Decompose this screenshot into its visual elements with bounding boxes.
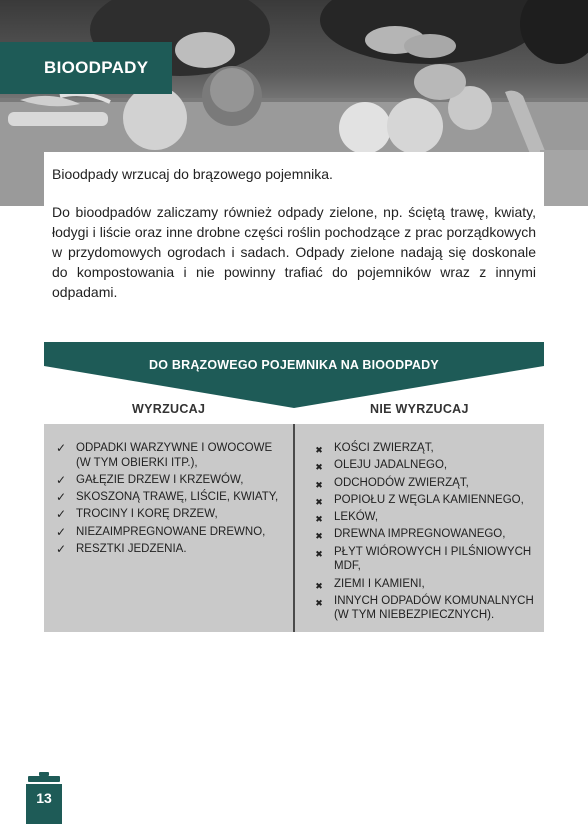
- check-icon: ✓: [55, 441, 67, 455]
- cross-icon: ✖: [315, 462, 323, 473]
- cross-icon: ✖: [315, 496, 323, 507]
- list-item: ✓ GAŁĘZIE DRZEW I KRZEWÓW,: [55, 472, 244, 487]
- section-title-box: [0, 42, 172, 94]
- cross-icon: ✖: [315, 597, 323, 608]
- page-title: BIOODPADY: [44, 58, 149, 77]
- cross-icon: ✖: [315, 548, 323, 559]
- list-item: ✖ LEKÓW,: [312, 510, 540, 525]
- column-heading-yes: WYRZUCAJ: [132, 402, 206, 416]
- list-item: ✖ ODCHODÓW ZWIERZĄT,: [312, 476, 540, 491]
- cross-icon: ✖: [315, 531, 323, 542]
- intro-text-box: [44, 152, 544, 302]
- list-item: ✖ POPIOŁU Z WĘGLA KAMIENNEGO,: [312, 493, 540, 508]
- list-item: ✓ ODPADKI WARZYWNE I OWOCOWE (W TYM OBIERKI ITP.),: [55, 441, 273, 469]
- items-panel: [44, 424, 544, 632]
- check-icon: ✓: [55, 472, 67, 487]
- intro-paragraph-2: Do bioodpadów zaliczamy również odpady zielone, np. ściętą trawę, kwiaty, łodygi i liście oraz inne drobne części roślin pochodzące z prac porządkowych w przydomowych ogrodach i sadach. Odpady zielone nadają się doskonale do kompostowania i nie powinny trafiać do pojemników wraz z innymi odpadami.: [52, 204, 536, 300]
- list-item: ✓ RESZTKI JEDZENIA.: [55, 541, 187, 556]
- yes-list: [54, 441, 286, 559]
- check-icon: ✓: [55, 541, 67, 556]
- list-item: ✓ TROCINY I KORĘ DRZEW,: [55, 507, 218, 522]
- cross-icon: ✖: [315, 580, 323, 591]
- list-item: ✖ ZIEMI I KAMIENI,: [312, 577, 540, 592]
- cross-icon: ✖: [315, 479, 323, 490]
- section-banner: [44, 342, 544, 408]
- check-icon: ✓: [55, 490, 67, 505]
- no-list: [312, 441, 540, 626]
- page-number: 13: [36, 790, 52, 806]
- column-divider: [293, 424, 295, 632]
- column-heading-no: NIE WYRZUCAJ: [370, 402, 469, 416]
- check-icon: ✓: [55, 507, 67, 522]
- banner-arrow-shape: [44, 342, 544, 408]
- list-item: ✓ NIEZAIMPREGNOWANE DREWNO,: [55, 524, 266, 539]
- list-item: ✖ PŁYT WIÓROWYCH I PILŚNIOWYCH MDF,: [312, 545, 540, 574]
- list-item: ✖ DREWNA IMPREGNOWANEGO,: [312, 527, 540, 542]
- cross-icon: ✖: [315, 445, 323, 455]
- check-icon: ✓: [55, 524, 67, 539]
- list-item: ✓ SKOSZONĄ TRAWĘ, LIŚCIE, KWIATY,: [55, 490, 279, 505]
- intro-paragraph-1: Bioodpady wrzucaj do brązowego pojemnika.: [52, 166, 333, 182]
- cross-icon: ✖: [315, 514, 323, 525]
- banner-label: DO BRĄZOWEGO POJEMNIKA NA BIOODPADY: [149, 358, 439, 372]
- list-item: ✖ INNYCH ODPADÓW KOMUNALNYCH (W TYM NIEBEZPIECZNYCH).: [312, 594, 540, 623]
- list-item: ✖ KOŚCI ZWIERZĄT,: [312, 441, 540, 456]
- list-item: ✖ OLEJU JADALNEGO,: [312, 458, 540, 473]
